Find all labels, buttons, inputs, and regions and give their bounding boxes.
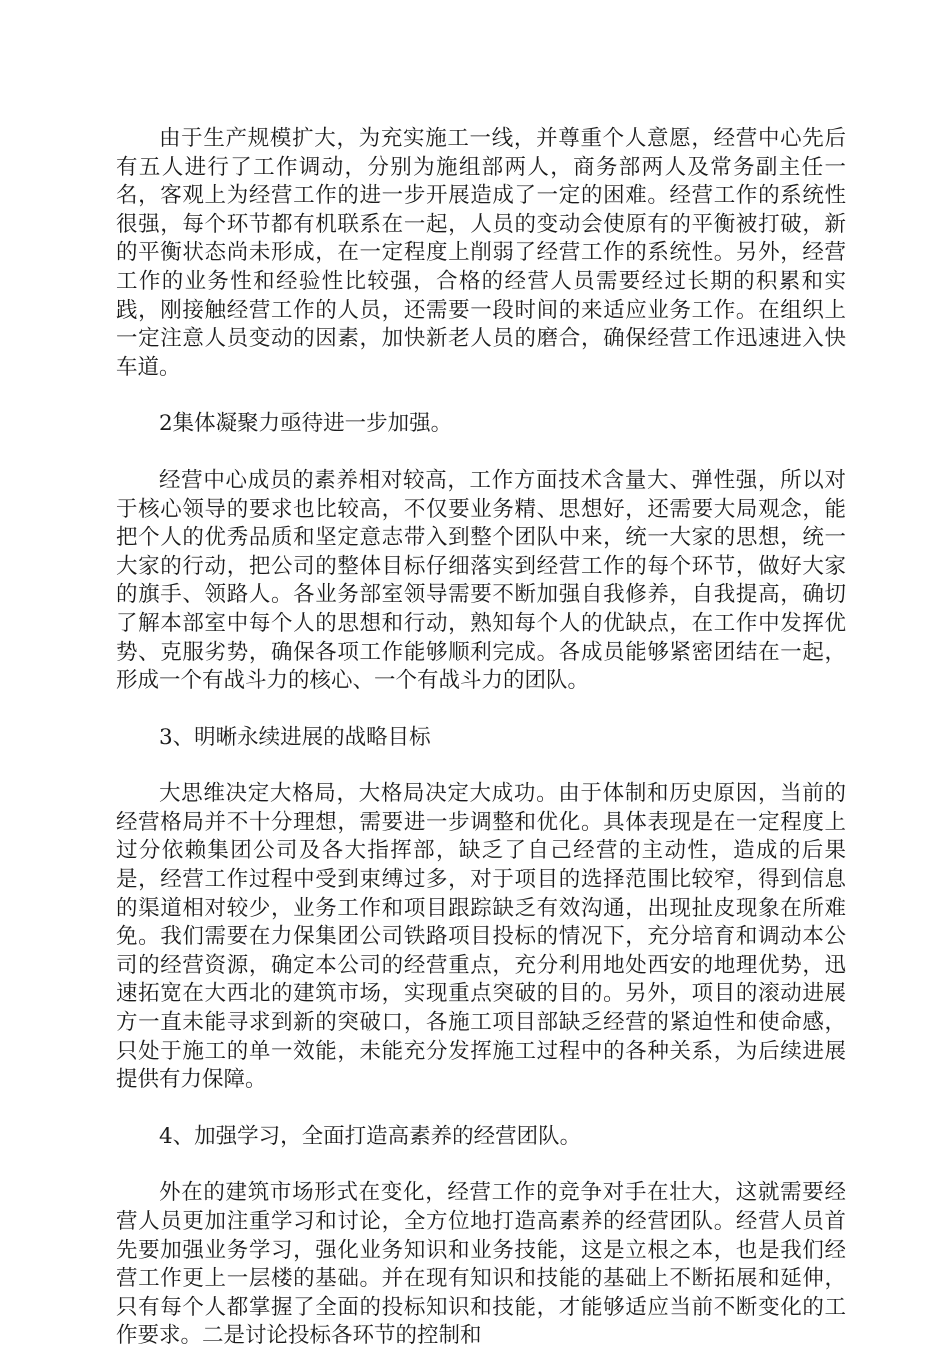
paragraph-staff-changes: 由于生产规模扩大，为充实施工一线，并尊重个人意愿，经营中心先后有五人进行了工作调动，分别为施组部两人，商务部两人及常务副主任一名，客观上为经营工作的进一步开展造成了一定的困难。经营工作的系统性很强，每个环节都有机联系在一起，人员的变动会使原有的平衡被打破，新的平衡状态尚未形成，在一定程度上削弱了经营工作的系统性。另外，经营工作的业务性和经验性比较强，合格的经营人员需要经过长期的积累和实践，刚接触经营工作的人员，还需要一段时间的来适应业务工作。在组织上一定注意人员变动的因素，加快新老人员的磨合，确保经营工作迅速进入快车道。 [116, 126, 846, 380]
paragraph-learning: 外在的建筑市场形式在变化，经营工作的竞争对手在壮大，这就需要经营人员更加注重学习和讨论，全方位地打造高素养的经营团队。经营人员首先要加强业务学习，强化业务知识和业务技能，这是立根之本，也是我们经营工作更上一层楼的基础。并在现有知识和技能的基础上不断拓展和延伸，只有每个人都掌握了全面的投标知识和技能，才能够适应当前不断变化的工作要求。二是讨论投标各环节的控制和 [116, 1180, 846, 1349]
heading-cohesion: 2集体凝聚力亟待进一步加强。 [159, 411, 453, 437]
heading-learning: 4、加强学习，全面打造高素养的经营团队。 [159, 1123, 582, 1149]
heading-strategic-goals: 3、明晰永续进展的战略目标 [159, 724, 431, 750]
paragraph-strategic-goals: 大思维决定大格局，大格局决定大成功。由于体制和历史原因，当前的经营格局并不十分理想，需要进一步调整和优化。具体表现是在一定程度上过分依赖集团公司及各大指挥部，缺乏了自己经营的主动性，造成的后果是，经营工作过程中受到束缚过多，对于项目的选择范围比较窄，得到信息的渠道相对较少，业务工作和项目跟踪缺乏有效沟通，出现扯皮现象在所难免。我们需要在力保集团公司铁路项目投标的情况下，充分培育和调动本公司的经营资源，确定本公司的经营重点，充分利用地处西安的地理优势，迅速拓宽在大西北的建筑市场，实现重点突破的目的。另外，项目的滚动进展方一直未能寻求到新的突破口，各施工项目部缺乏经营的紧迫性和使命感，只处于施工的单一效能，未能充分发挥施工过程中的各种关系，为后续进展提供有力保障。 [116, 781, 846, 1093]
document-body [116, 125, 846, 1351]
paragraph-cohesion: 经营中心成员的素养相对较高，工作方面技术含量大、弹性强，所以对于核心领导的要求也比较高，不仅要业务精、思想好，还需要大局观念，能把个人的优秀品质和坚定意志带入到整个团队中来，统一大家的思想，统一大家的行动，把公司的整体目标仔细落实到经营工作的每个环节，做好大家的旗手、领路人。各业务部室领导需要不断加强自我修养，自我提高，确切了解本部室中每个人的思想和行动，熟知每个人的优缺点，在工作中发挥优势、克服劣势，确保各项工作能够顺利完成。各成员能够紧密团结在一起，形成一个有战斗力的核心、一个有战斗力的团队。 [116, 467, 846, 694]
